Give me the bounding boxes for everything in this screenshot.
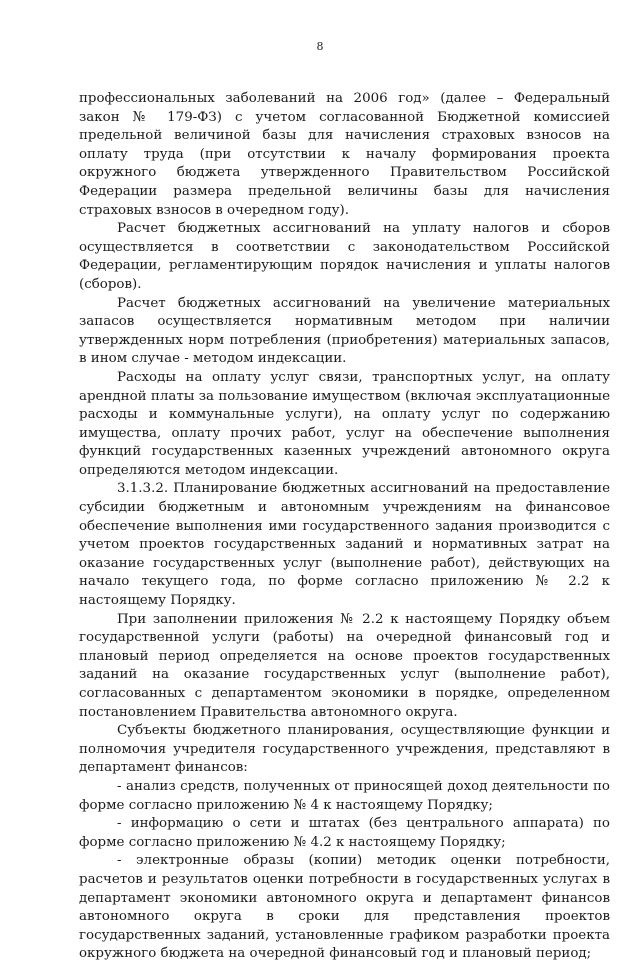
document-body — [79, 90, 610, 964]
page-number: 8 — [316, 40, 324, 53]
list-item: - информацию о сети и штатах (без центрального аппарата) по форме согласно приложению № 4.2 к настоящему Порядку; — [79, 816, 610, 850]
paragraph-appendix-2-2: При заполнении приложения № 2.2 к настоящему Порядку объем государственной услуги (работы) на очередной финансовый год и плановый период определяется на основе проектов государственных заданий на оказание государственных услуг (выполнение работ), согласованных с департаментом экономики в порядке, определенном постановлением Правительства автономного округа. — [79, 611, 610, 720]
paragraph-material-reserves: Расчет бюджетных ассигнований на увеличение материальных запасов осуществляется нормативным методом при наличии утвержденных норм потребления (приобретения) материальных запасов, в ином случае - методом индексации. — [79, 295, 610, 367]
paragraph-service-expenses: Расходы на оплату услуг связи, транспортных услуг, на оплату арендной платы за пользование имуществом (включая эксплуатационные расходы и коммунальные услуги), на оплату услуг по содержанию имущества, оплату прочих работ, услуг на обеспечение выполнения функций государственных казенных учреждений автономного округа определяются методом индексации. — [79, 369, 610, 478]
paragraph-continuation: профессиональных заболеваний на 2006 год» (далее – Федеральный закон № 179-ФЗ) с учетом согласованной Бюджетной комиссией предельной величиной базы для начисления страховых взносов на оплату труда (при отсутствии к началу формирования проекта окружного бюджета утвержденного Правительством Российской Федерации размера предельной величины базы для начисления страховых взносов в очередном году). — [79, 91, 610, 218]
paragraph-taxes: Расчет бюджетных ассигнований на уплату налогов и сборов осуществляется в соответствии с законодательством Российской Федерации, регламентирующим порядок начисления и уплаты налогов (сборов). — [79, 221, 610, 292]
list-item: - электронные образы (копии) методик оценки потребности, расчетов и результатов оценки потребности в государственных услугах в департамент экономики автономного округа и департамент финансов автономного округа в сроки для представления проектов государственных заданий, установленные графиком разработки проекта окружного бюджета на очередной финансовый год и плановый период; — [79, 853, 610, 962]
list-item: - анализ средств, полученных от приносящей доход деятельности по форме согласно приложению № 4 к настоящему Порядку; — [79, 778, 610, 813]
paragraph-section-3-1-3-2: 3.1.3.2. Планирование бюджетных ассигнований на предоставление субсидии бюджетным и автономным учреждениям на финансовое обеспечение выполнения ими государственного задания производится с учетом проектов государственных заданий и нормативных затрат на оказание государственных услуг (выполнение работ), действующих на начало текущего года, по форме согласно приложению № 2.2 к настоящему Порядку. — [79, 481, 610, 609]
paragraph-budget-subjects: Субъекты бюджетного планирования, осуществляющие функции и полномочия учредителя государственного учреждения, представляют в департамент финансов: — [79, 723, 610, 776]
